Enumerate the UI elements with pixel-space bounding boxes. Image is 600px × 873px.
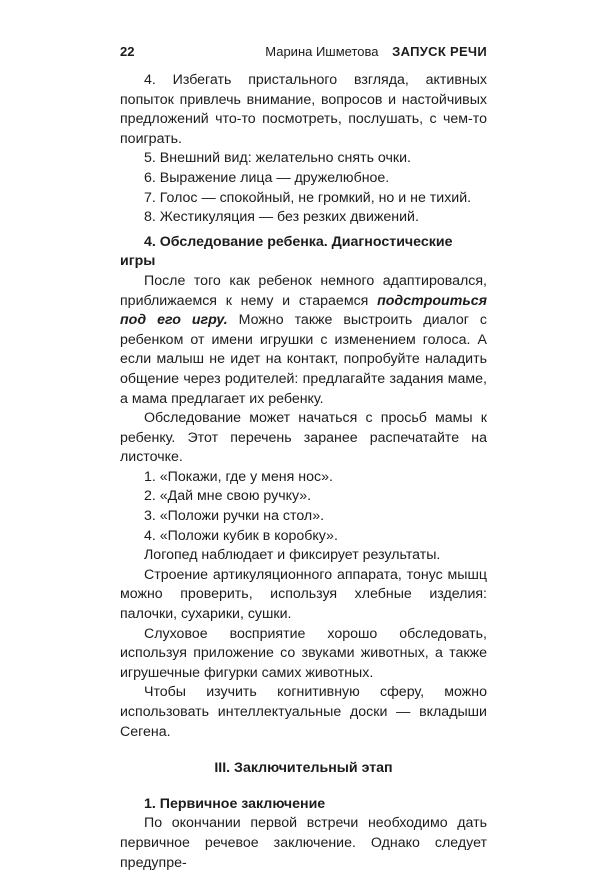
list-item: 6. Выражение лица — дружелюбное. xyxy=(144,169,390,186)
paragraph: Обследование может начаться с просьб мамы к ребенку. Этот перечень заранее распечатайте на листочке. xyxy=(120,410,487,466)
author-name: Марина Ишметова xyxy=(265,44,379,59)
part-heading: III. Заключительный этап xyxy=(214,760,393,777)
paragraph-text: Можно также выстроить диалог с ребенком от имени игрушки с изменением голоса. А если малыш не идет на контакт, попробуйте наладить общение через родителей: предлагайте задания маме, а мама предлагает их ребенку. xyxy=(120,312,487,407)
request-item: 1. «Покажи, где у меня нос». xyxy=(144,468,333,485)
list-item: 8. Жестикуляция — без резких движений. xyxy=(144,209,419,226)
paragraph: Логопед наблюдает и фиксирует результаты. xyxy=(144,547,441,564)
page-number: 22 xyxy=(120,44,135,59)
paragraph xyxy=(120,272,487,409)
page-body xyxy=(120,71,487,873)
paragraph: Слуховое восприятие хорошо обследовать, используя приложение со звуками животных, а также игрушечные фигурки самих животных. xyxy=(120,625,487,681)
section-heading: 4. Обследование ребенка. Диагностические игры xyxy=(120,233,453,270)
request-item: 4. «Положи кубик в коробку». xyxy=(144,527,338,544)
running-title xyxy=(265,44,487,59)
paragraph: Чтобы изучить когнитивную сферу, можно использовать интеллектуальные доски — вкладыши Сегена. xyxy=(120,684,487,740)
page-header xyxy=(120,44,487,62)
request-item: 2. «Дай мне свою ручку». xyxy=(144,488,312,505)
list-item: 7. Голос — спокойный, не громкий, но и не тихий. xyxy=(144,189,472,206)
book-title: ЗАПУСК РЕЧИ xyxy=(392,44,487,59)
list-item: 5. Внешний вид: желательно снять очки. xyxy=(144,150,411,167)
paragraph: По окончании первой встречи необходимо дать первичное речевое заключение. Однако следует предупре- xyxy=(120,815,487,871)
paragraph-text: После того как ребенок немного адаптировался, приближаемся к нему и стараемся xyxy=(120,272,487,309)
emphasis-text: подстроиться под его игру. xyxy=(120,292,487,329)
subsection-heading: 1. Первичное заключение xyxy=(144,795,326,812)
request-item: 3. «Положи ручки на стол». xyxy=(144,508,325,525)
list-item: 4. Избегать пристального взгляда, активных попыток привлечь внимание, вопросов и настойчивых предложений что-то посмотреть, послушать, с чем-то поиграть. xyxy=(120,72,487,147)
paragraph: Строение артикуляционного аппарата, тонус мышц можно проверить, используя хлебные изделия: палочки, сухарики, сушки. xyxy=(120,566,487,623)
